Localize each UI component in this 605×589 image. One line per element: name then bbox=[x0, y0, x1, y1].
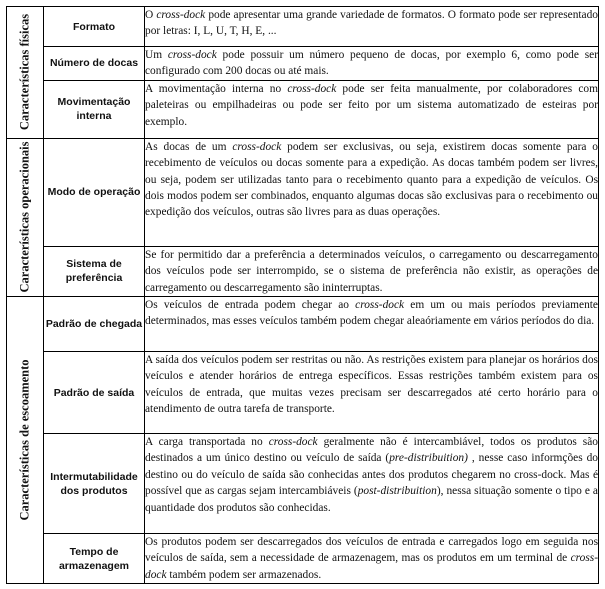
row-label: Intermutabilidade dos produtos bbox=[44, 434, 145, 534]
row-description bbox=[145, 352, 599, 434]
group-title: Características de escoamento bbox=[17, 359, 32, 521]
description-text: O bbox=[145, 9, 157, 21]
description-text: Um bbox=[145, 49, 168, 61]
group-physical-cell bbox=[7, 7, 44, 139]
row-description bbox=[145, 80, 599, 138]
group-operational-cell bbox=[7, 138, 44, 296]
table-row bbox=[7, 352, 599, 434]
table-row bbox=[7, 534, 599, 584]
italic-term: post-distribuition bbox=[357, 485, 437, 498]
italic-term: cross-dock bbox=[145, 552, 598, 581]
description-text: pode ser feita manualmente, por colaboradores com paleteiras ou empilhadeiras ou pode ser feito por um sistema automatizado de esteiras por exemplo. bbox=[145, 82, 598, 128]
description-text: A carga transportada no bbox=[145, 436, 269, 449]
table-row bbox=[7, 434, 599, 534]
description-text: ), nessa situação somente o tipo e a quantidade dos produtos são conhecidas. bbox=[145, 485, 598, 514]
description-text: pode apresentar uma grande variedade de formatos. O formato pode ser representado por letras: I, L, U, T, H, E, ... bbox=[145, 9, 598, 38]
description-text: Se for permitido dar a preferência a determinados veículos, o carregamento ou descarregamento dos veículos pode ser interrompido, se o sistema de preferência não existir, as operações de carregamento ou descarregamento são ininterruptas. bbox=[145, 248, 598, 294]
row-description bbox=[145, 138, 599, 246]
row-label: Número de docas bbox=[44, 47, 145, 81]
italic-term: pre-distribuition) bbox=[389, 452, 468, 465]
table-body bbox=[7, 7, 599, 584]
italic-term: cross-dock bbox=[156, 9, 206, 21]
italic-term: cross-dock bbox=[167, 49, 217, 61]
table-row bbox=[7, 47, 599, 81]
row-description bbox=[145, 534, 599, 584]
italic-term: cross-dock bbox=[355, 299, 405, 312]
group-title: Características físicas bbox=[17, 14, 32, 131]
table-row bbox=[7, 138, 599, 246]
table-row bbox=[7, 297, 599, 352]
description-text: Os veículos de entrada podem chegar ao bbox=[145, 299, 356, 312]
row-label: Sistema de preferência bbox=[44, 246, 145, 296]
row-description bbox=[145, 7, 599, 47]
row-label: Movimentação interna bbox=[44, 80, 145, 138]
italic-term: cross-dock bbox=[287, 82, 337, 95]
description-text: A movimentação interna no bbox=[145, 82, 288, 95]
table-row bbox=[7, 246, 599, 296]
row-description bbox=[145, 297, 599, 352]
italic-term: cross-dock bbox=[268, 436, 318, 449]
row-label: Modo de operação bbox=[44, 138, 145, 246]
description-text: também podem ser armazenados. bbox=[166, 568, 322, 581]
description-text: podem ser exclusivas, ou seja, existirem docas somente para o recebimento de veículos ou docas somente para a expedição. As docas também podem ser livres, ou seja, podem ser utilizadas tanto para o recebimento quanto para a expedição de veículos. Os dois modos podem ser combinados, enquanto algumas docas são exclusivas para o recebimento ou expedição dos veículos, outras são livres para as duas operações. bbox=[145, 140, 598, 219]
description-text: A saída dos veículos podem ser restritas ou não. As restrições existem para planejar os horários dos veículos e atender horários de entrega específicos. Essas restrições também existem para os veículos de entrada, que muitas vezes precisam ser descarregados até certo horário para o atendimento de outra tarefa de transporte. bbox=[145, 354, 598, 416]
description-text: em um ou mais períodos previamente determinados, mas esses veículos também podem chegar aleaóriamente em vários períodos do dia. bbox=[145, 299, 598, 328]
row-label: Tempo de armazenagem bbox=[44, 534, 145, 584]
row-label: Formato bbox=[44, 7, 145, 47]
group-flow-cell bbox=[7, 297, 44, 584]
description-text: geralmente não é intercambiável, todos os produtos são destinados a um único destino ou veículo de saída ( bbox=[145, 436, 598, 465]
row-description bbox=[145, 47, 599, 81]
row-description bbox=[145, 434, 599, 534]
italic-term: cross-dock bbox=[232, 140, 282, 153]
description-text: , nesse caso informções do destino ou do veículo de saída são conhecidas antes dos produtos chegarem no cross-dock. Mas é possível que as cargas sejam intercambiáveis ( bbox=[145, 452, 598, 498]
table-row bbox=[7, 80, 599, 138]
description-text: pode possuir um número pequeno de docas, por exemplo 6, como pode ser configurado com 200 docas ou até mais. bbox=[145, 49, 598, 78]
row-label: Padrão de saída bbox=[44, 352, 145, 434]
description-text: As docas de um bbox=[145, 140, 233, 153]
row-description bbox=[145, 246, 599, 296]
characteristics-table bbox=[6, 6, 599, 584]
row-label: Padrão de chegada bbox=[44, 297, 145, 352]
table-row bbox=[7, 7, 599, 47]
group-title: Características operacionais bbox=[17, 141, 32, 293]
description-text: Os produtos podem ser descarregados dos veículos de entrada e carregados logo em seguida nos veículos de saída, sem a necessidade de armazenagem, mas os produtos em um terminal de bbox=[145, 536, 598, 565]
